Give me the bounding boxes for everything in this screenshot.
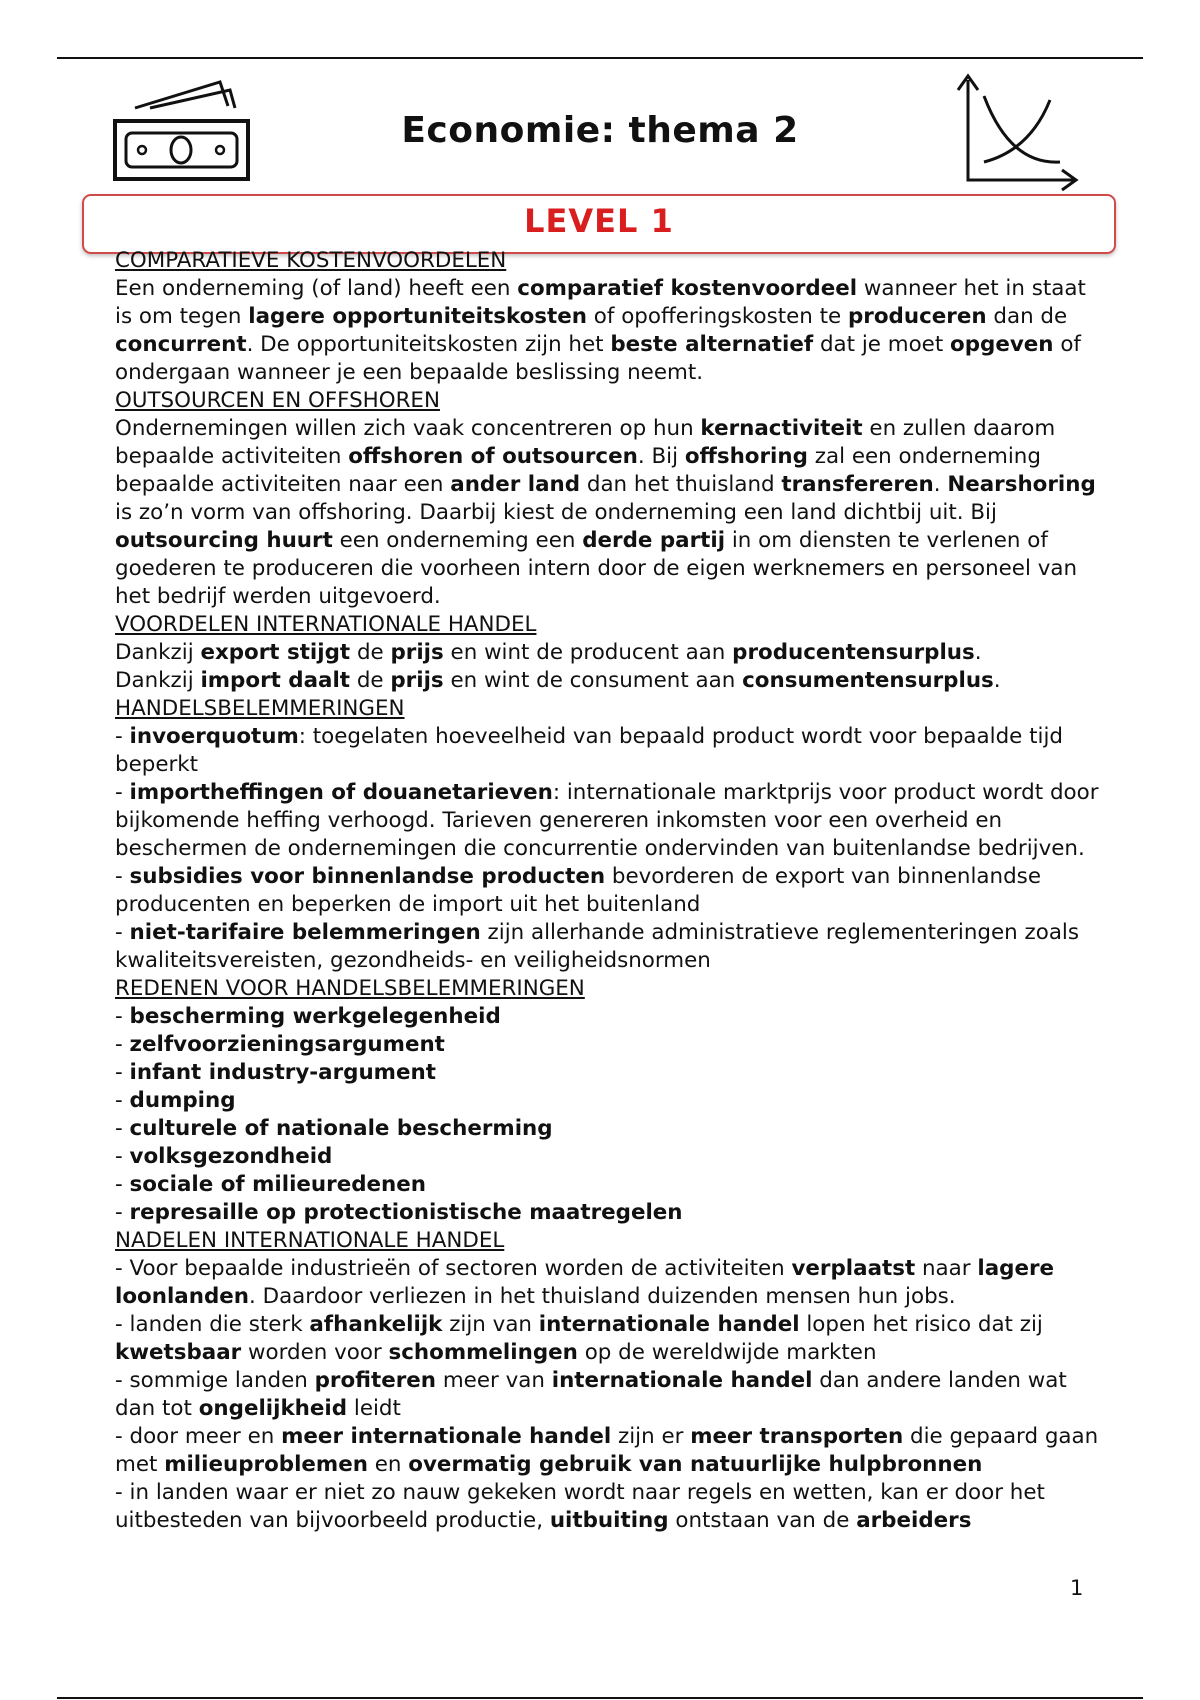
text-run: en wint de consument aan xyxy=(443,668,743,693)
paragraph xyxy=(115,1031,1105,1059)
bold-term: consumentensurplus xyxy=(742,668,994,693)
section-heading: OUTSOURCEN EN OFFSHOREN xyxy=(115,388,440,413)
bold-term: zelfvoorzieningsargument xyxy=(129,1032,445,1057)
text-run: in om diensten te verlenen of goederen te produceren die voorheen intern door de eigen werknemers en personeel van het bedrijf werden uitgevoerd. xyxy=(115,528,1078,609)
bold-term: prijs xyxy=(390,640,444,665)
bold-term: opgeven xyxy=(950,332,1054,357)
text-run: Dankzij xyxy=(115,668,201,693)
text-run: naar xyxy=(915,1256,978,1281)
bold-term: profiteren xyxy=(314,1368,437,1393)
text-run: dat je moet xyxy=(813,332,951,357)
text-run: een onderneming een xyxy=(332,528,583,553)
text-run: - xyxy=(115,1200,130,1225)
text-run: Dankzij xyxy=(115,640,201,665)
text-run: Ondernemingen willen zich vaak concentreren op hun xyxy=(115,416,701,441)
bold-term: offshoren of outsourcen xyxy=(348,444,638,469)
text-run: - xyxy=(115,724,130,749)
bold-term: kwetsbaar xyxy=(115,1340,242,1365)
bold-term: beste alternatief xyxy=(610,332,814,357)
paragraph xyxy=(115,723,1105,779)
text-run: . Daardoor verliezen in het thuisland duizenden mensen hun jobs. xyxy=(249,1284,956,1309)
section-heading: COMPARATIEVE KOSTENVOORDELEN xyxy=(115,248,507,273)
text-run: wanneer het in staat is om tegen xyxy=(115,276,1086,329)
text-run: - xyxy=(115,864,130,889)
text-run: zijn allerhande administratieve reglementeringen zoals kwaliteitsvereisten, gezondheids- en veiligheidsnormen xyxy=(115,920,1080,973)
level-label: LEVEL 1 xyxy=(524,202,674,240)
paragraph xyxy=(115,1003,1105,1031)
section-heading: REDENEN VOOR HANDELSBELEMMERINGEN xyxy=(115,976,585,1001)
paragraph xyxy=(115,1479,1105,1535)
text-run: . xyxy=(993,668,1001,693)
paragraph xyxy=(115,1255,1105,1311)
bold-term: offshoring xyxy=(684,444,808,469)
bold-term: niet-tarifaire belemmeringen xyxy=(129,920,481,945)
text-run: en wint de producent aan xyxy=(443,640,733,665)
text-run: leidt xyxy=(347,1396,401,1421)
bottom-rule xyxy=(57,1697,1143,1699)
bold-term: overmatig gebruik van natuurlijke hulpbronnen xyxy=(408,1452,983,1477)
text-run: : toegelaten hoeveelheid van bepaald product wordt voor bepaalde tijd beperkt xyxy=(115,724,1063,777)
paragraph xyxy=(115,1311,1105,1367)
text-run: - xyxy=(115,1088,130,1113)
supply-demand-chart-icon xyxy=(950,70,1080,195)
text-run: - in landen waar er niet zo nauw gekeken wordt naar regels en wetten, kan er door het uitbesteden van bijvoorbeeld productie, xyxy=(115,1480,1045,1533)
text-run: - Voor bepaalde industrieën of sectoren worden de activiteiten xyxy=(115,1256,792,1281)
bold-term: internationale handel xyxy=(551,1368,813,1393)
text-run: : internationale marktprijs voor product wordt door bijkomende heffing verhoogd. Tarieven genereren inkomsten voor een overheid en beschermen de ondernemingen die concurrentie ondervinden van buitenlandse bedrijven. xyxy=(115,780,1099,861)
bold-term: importheffingen of douanetarieven xyxy=(129,780,553,805)
bold-term: internationale handel xyxy=(538,1312,800,1337)
text-run: - xyxy=(115,920,130,945)
text-run: - xyxy=(115,1144,130,1169)
paragraph xyxy=(115,1171,1105,1199)
text-run: dan andere landen wat dan tot xyxy=(115,1368,1067,1421)
text-run: de xyxy=(350,668,391,693)
bold-term: lagere opportuniteitskosten xyxy=(248,304,587,329)
section-heading: HANDELSBELEMMERINGEN xyxy=(115,696,405,721)
text-run: en xyxy=(367,1452,409,1477)
text-run: lopen het risico dat zij xyxy=(799,1312,1043,1337)
bold-term: comparatief kostenvoordeel xyxy=(517,276,858,301)
document-body xyxy=(115,247,1105,1535)
text-run: - xyxy=(115,1004,130,1029)
paragraph xyxy=(115,1199,1105,1227)
page-title: Economie: thema 2 xyxy=(401,110,799,151)
text-run: - xyxy=(115,1116,130,1141)
text-run: is zo’n vorm van offshoring. Daarbij kiest de onderneming een land dichtbij uit. Bij xyxy=(115,500,997,525)
bold-term: ander land xyxy=(450,472,581,497)
text-run: dan het thuisland xyxy=(580,472,782,497)
bold-term: producentensurplus xyxy=(732,640,975,665)
bold-term: arbeiders xyxy=(856,1508,972,1533)
level-banner xyxy=(82,194,1116,254)
paragraph xyxy=(115,1143,1105,1171)
text-run: ontstaan van de xyxy=(668,1508,857,1533)
text-run: zijn van xyxy=(442,1312,539,1337)
bold-term: produceren xyxy=(848,304,987,329)
bold-term: prijs xyxy=(390,668,444,693)
text-run: - xyxy=(115,780,130,805)
paragraph xyxy=(115,1059,1105,1087)
bold-term: volksgezondheid xyxy=(129,1144,333,1169)
bold-term: sociale of milieuredenen xyxy=(129,1172,427,1197)
paragraph xyxy=(115,779,1105,863)
text-run: of ondergaan wanneer je een bepaalde beslissing neemt. xyxy=(115,332,1081,385)
bold-term: Nearshoring xyxy=(947,472,1096,497)
bold-term: transfereren xyxy=(781,472,934,497)
bold-term: kernactiviteit xyxy=(700,416,863,441)
text-run: . xyxy=(933,472,948,497)
bold-term: concurrent xyxy=(115,332,247,357)
text-run: - xyxy=(115,1060,130,1085)
bold-term: outsourcing huurt xyxy=(115,528,333,553)
bold-term: subsidies voor binnenlandse producten xyxy=(129,864,606,889)
paragraph xyxy=(115,1367,1105,1423)
paragraph xyxy=(115,667,1105,695)
bold-term: meer internationale handel xyxy=(281,1424,612,1449)
top-rule xyxy=(57,57,1143,59)
bold-term: culturele of nationale bescherming xyxy=(129,1116,553,1141)
bold-term: bescherming werkgelegenheid xyxy=(129,1004,501,1029)
bold-term: verplaatst xyxy=(791,1256,916,1281)
bold-term: lagere loonlanden xyxy=(115,1256,1055,1309)
paragraph xyxy=(115,863,1105,919)
text-run: dan de xyxy=(986,304,1068,329)
text-run: zijn er xyxy=(611,1424,691,1449)
bold-term: milieuproblemen xyxy=(164,1452,368,1477)
text-run: die gepaard gaan met xyxy=(115,1424,1099,1477)
text-run: - door meer en xyxy=(115,1424,282,1449)
text-run: - xyxy=(115,1032,130,1057)
text-run: bevorderen de export van binnenlandse producenten en beperken de import uit het buitenland xyxy=(115,864,1041,917)
paragraph xyxy=(115,919,1105,975)
paragraph xyxy=(115,1423,1105,1479)
bold-term: dumping xyxy=(129,1088,236,1113)
text-run: Een onderneming (of land) heeft een xyxy=(115,276,518,301)
text-run: meer van xyxy=(436,1368,552,1393)
paragraph xyxy=(115,639,1105,667)
bold-term: meer transporten xyxy=(690,1424,904,1449)
bold-term: afhankelijk xyxy=(309,1312,443,1337)
text-run: - xyxy=(115,1172,130,1197)
text-run: . xyxy=(974,640,982,665)
bold-term: schommelingen xyxy=(388,1340,578,1365)
text-run: op de wereldwijde markten xyxy=(577,1340,877,1365)
text-run: . Bij xyxy=(637,444,685,469)
text-run: . De opportuniteitskosten zijn het xyxy=(246,332,611,357)
section-heading: VOORDELEN INTERNATIONALE HANDEL xyxy=(115,612,537,637)
bold-term: derde partij xyxy=(582,528,726,553)
bold-term: uitbuiting xyxy=(549,1508,669,1533)
text-run: of opofferingskosten te xyxy=(587,304,848,329)
bold-term: ongelijkheid xyxy=(198,1396,348,1421)
text-run: zal een onderneming bepaalde activiteiten naar een xyxy=(115,444,1041,497)
bold-term: import daalt xyxy=(200,668,351,693)
paragraph xyxy=(115,415,1105,611)
paragraph xyxy=(115,1115,1105,1143)
bold-term: invoerquotum xyxy=(129,724,299,749)
text-run: - sommige landen xyxy=(115,1368,315,1393)
text-run: worden voor xyxy=(241,1340,389,1365)
bold-term: export stijgt xyxy=(200,640,351,665)
section-heading: NADELEN INTERNATIONALE HANDEL xyxy=(115,1228,505,1253)
paragraph xyxy=(115,275,1105,387)
page-number: 1 xyxy=(1070,1576,1084,1600)
bold-term: infant industry-argument xyxy=(129,1060,436,1085)
paragraph xyxy=(115,1087,1105,1115)
text-run: de xyxy=(350,640,391,665)
text-run: - landen die sterk xyxy=(115,1312,310,1337)
bold-term: represaille op protectionistische maatregelen xyxy=(129,1200,683,1225)
text-run: en zullen daarom bepaalde activiteiten xyxy=(115,416,1056,469)
